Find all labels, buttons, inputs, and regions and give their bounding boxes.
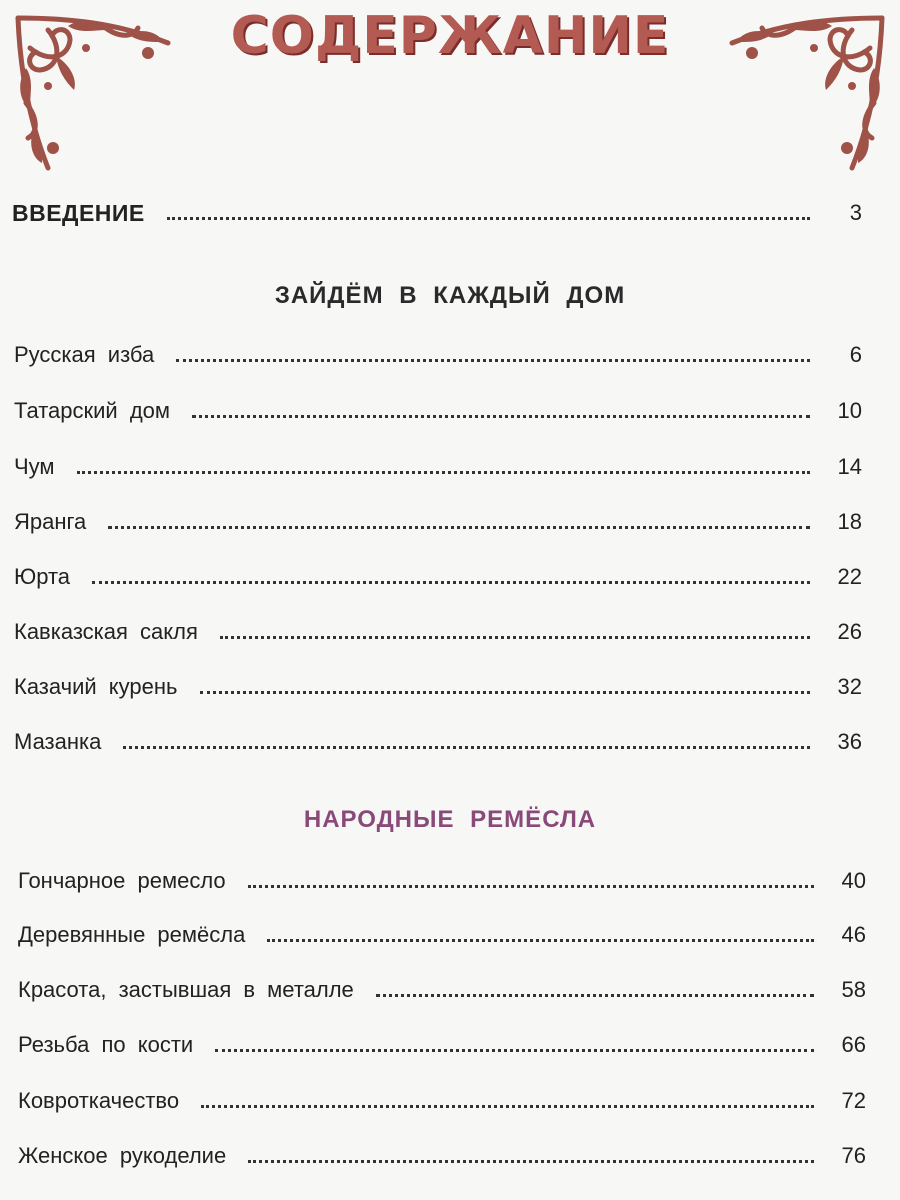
- toc-entry-label: Гончарное ремесло: [18, 868, 226, 893]
- toc-entry-label: Ковроткачество: [18, 1088, 180, 1113]
- toc-page-number: 76: [841, 1143, 866, 1168]
- toc-leader-dots: [176, 359, 810, 362]
- toc-entry-label: Резьба по кости: [18, 1032, 194, 1057]
- toc-leader-dots: [248, 1160, 814, 1163]
- toc-page-number: 66: [841, 1032, 866, 1057]
- toc-page-number: 26: [837, 619, 862, 644]
- toc-page-number: 58: [841, 977, 866, 1002]
- toc-leader-dots: [215, 1049, 814, 1052]
- toc-leader-dots: [92, 581, 810, 584]
- toc-page-number: 10: [837, 398, 862, 423]
- toc-leader-dots: [200, 691, 810, 694]
- toc-entry-label: Женское рукоделие: [18, 1143, 227, 1168]
- toc-entry-label: Мазанка: [14, 729, 102, 754]
- toc-entry[interactable]: [18, 1141, 866, 1171]
- toc-entry[interactable]: [14, 340, 862, 370]
- toc-entry-label: Кавказская сакля: [14, 619, 198, 644]
- toc-entry-label: Чум: [14, 454, 55, 479]
- section-heading: НАРОДНЫЕ РЕМЁСЛА: [303, 806, 597, 833]
- toc-page-number: 72: [841, 1088, 866, 1113]
- toc-entry-label: Русская изба: [14, 342, 155, 367]
- section-heading: ЗАЙДЁМ В КАЖДЫЙ ДОМ: [274, 282, 626, 309]
- toc-leader-dots: [376, 994, 814, 997]
- toc-entry-label: Казачий курень: [14, 674, 178, 699]
- toc-page-number: 3: [849, 200, 862, 225]
- toc-page-number: 36: [837, 729, 862, 754]
- toc-page-number: 40: [841, 868, 866, 893]
- toc-leader-dots: [123, 746, 810, 749]
- toc-entry[interactable]: [14, 507, 862, 537]
- toc-entry[interactable]: [18, 920, 866, 950]
- page-title: СОДЕРЖАНИЕ: [230, 6, 670, 66]
- toc-entry[interactable]: [14, 672, 862, 702]
- toc-leader-dots: [77, 471, 810, 474]
- toc-leader-dots: [201, 1105, 814, 1108]
- toc-page-number: 18: [837, 509, 862, 534]
- toc-entry-label: Деревянные ремёсла: [18, 922, 246, 947]
- toc-leader-dots: [167, 217, 810, 220]
- toc-entry[interactable]: [18, 866, 866, 896]
- toc-entry[interactable]: [14, 727, 862, 757]
- toc-leader-dots: [248, 885, 814, 888]
- toc-entry[interactable]: [18, 1086, 866, 1116]
- toc-entry[interactable]: [14, 562, 862, 592]
- toc-entry-intro[interactable]: [12, 198, 862, 228]
- toc-page-number: 14: [837, 454, 862, 479]
- toc-page-number: 6: [849, 342, 862, 367]
- toc-entry[interactable]: [14, 452, 862, 482]
- toc-entry-label: Юрта: [14, 564, 71, 589]
- toc-page-number: 32: [837, 674, 862, 699]
- toc-entry[interactable]: [14, 617, 862, 647]
- toc-leader-dots: [267, 939, 814, 942]
- toc-entry-label: Татарский дом: [14, 398, 171, 423]
- toc-entry-label: Яранга: [14, 509, 87, 534]
- toc-entry-label: ВВЕДЕНИЕ: [12, 200, 145, 226]
- toc-leader-dots: [108, 526, 810, 529]
- toc-page-number: 22: [837, 564, 862, 589]
- toc-page-number: 46: [841, 922, 866, 947]
- toc-entry-label: Красота, застывшая в металле: [18, 977, 354, 1002]
- toc-entry[interactable]: [18, 975, 866, 1005]
- toc-leader-dots: [220, 636, 810, 639]
- toc-entry[interactable]: [18, 1030, 866, 1060]
- toc-entry[interactable]: [14, 396, 862, 426]
- toc-leader-dots: [192, 415, 810, 418]
